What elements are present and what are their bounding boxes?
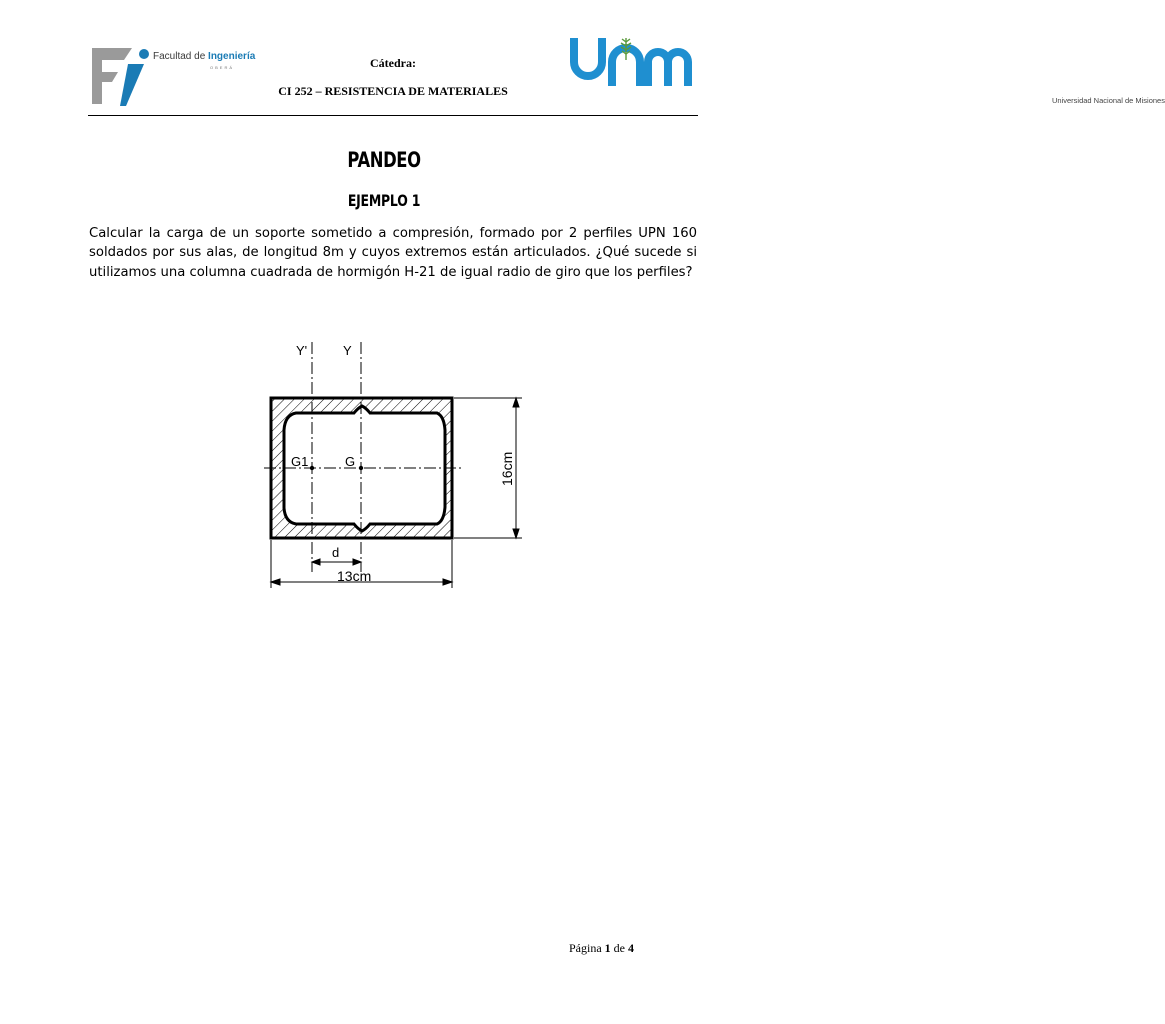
university-name: Universidad Nacional de Misiones xyxy=(1052,96,1165,105)
faculty-name: Facultad de Ingeniería xyxy=(153,51,256,62)
cross-section-drawing xyxy=(258,336,528,594)
faculty-logo xyxy=(92,42,256,112)
page-title: PANDEO xyxy=(347,148,421,172)
page-header xyxy=(88,34,1165,116)
centroid-g1 xyxy=(310,466,314,470)
label-g: G xyxy=(345,454,356,469)
faculty-city: OBERÁ xyxy=(210,65,235,70)
university-logo xyxy=(568,34,1165,114)
cross-section-figure xyxy=(258,336,528,594)
label-width: 13cm xyxy=(337,568,372,584)
label-y: Y xyxy=(343,343,352,358)
university-logo-mark xyxy=(568,34,698,94)
label-d: d xyxy=(332,545,340,560)
catedra-label: Cátedra: xyxy=(370,56,416,70)
page-number: Página 1 de 4 xyxy=(569,941,634,955)
label-g1: G1 xyxy=(291,454,309,469)
centroid-g xyxy=(359,466,363,470)
example-title: EJEMPLO 1 xyxy=(347,191,421,210)
course-title: CI 252 – RESISTENCIA DE MATERIALES xyxy=(278,84,508,98)
label-y-prime: Y' xyxy=(296,343,308,358)
problem-statement: Calcular la carga de un soporte sometido a compresión, formado por 2 perfiles UPN 160 soldados por sus alas, de longitud 8m y cuyos extremos están articulados. ¿Qué sucede si utilizamos una columna cuadrada de hormigón H-21 de igual radio de giro que los perfiles? xyxy=(89,226,697,280)
label-height: 16cm xyxy=(499,451,515,486)
header-divider xyxy=(88,115,698,116)
